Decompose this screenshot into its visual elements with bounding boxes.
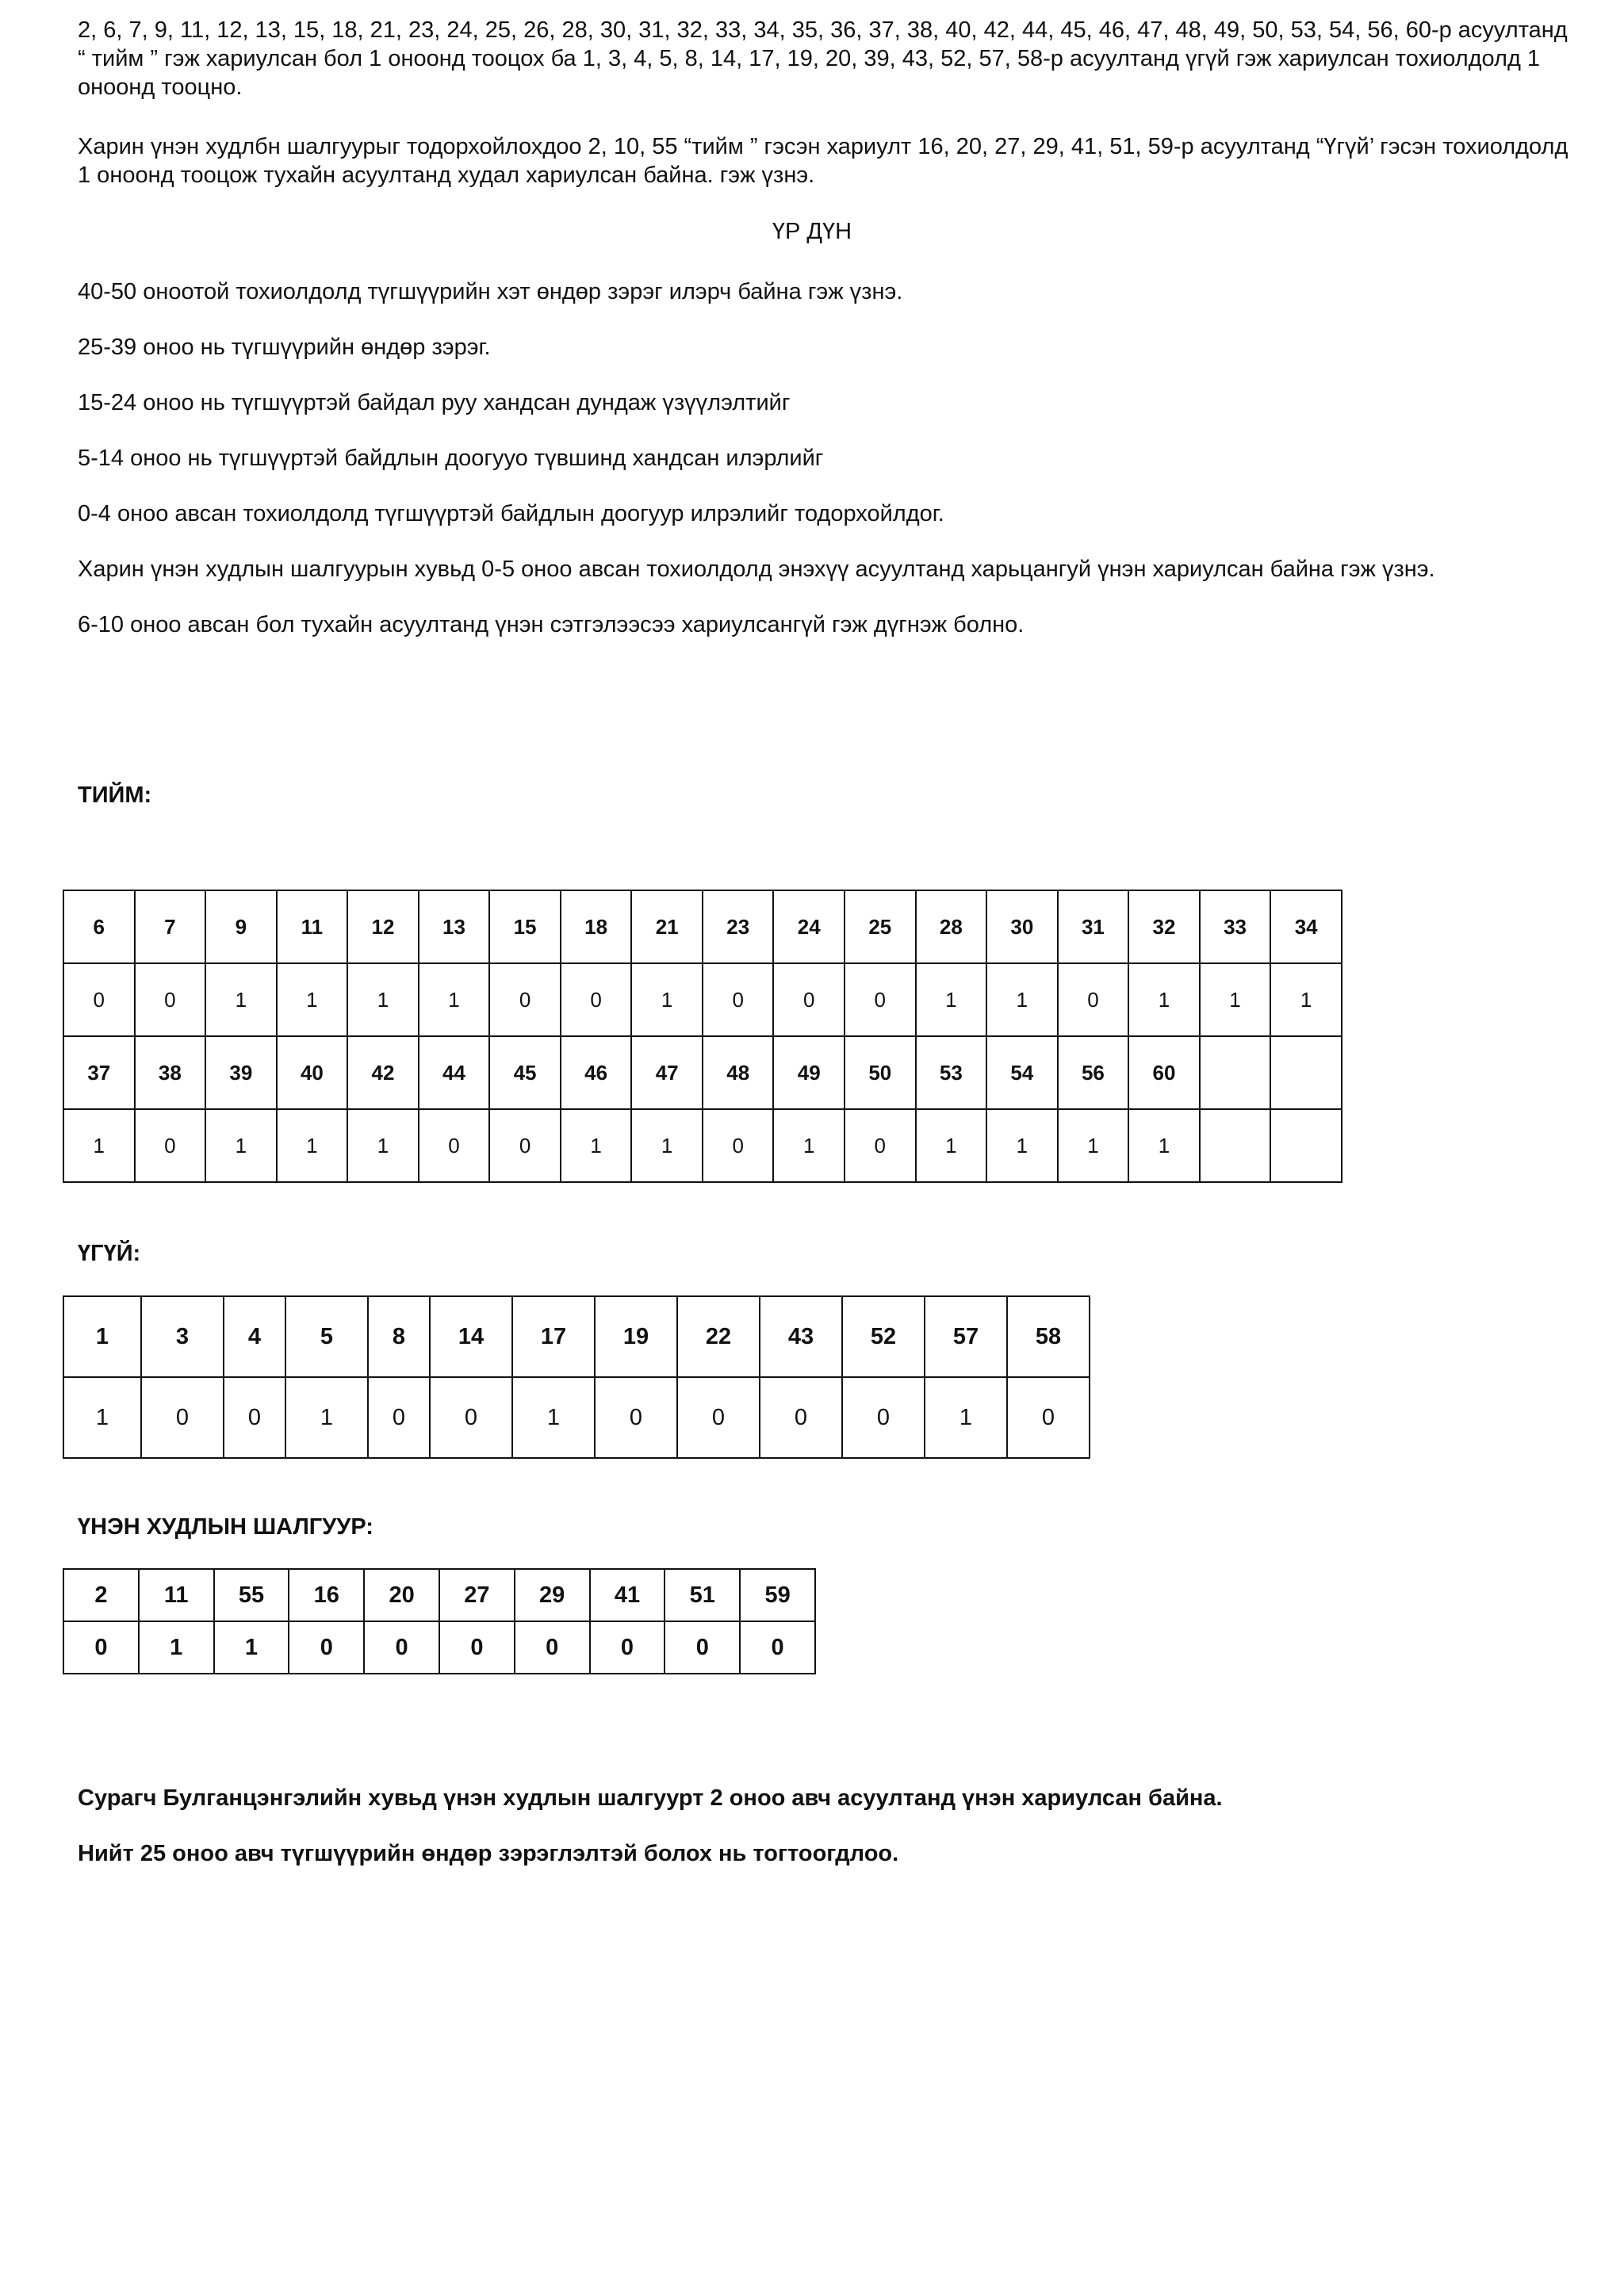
table-cell: 1 [205, 963, 277, 1036]
table-cell: 14 [430, 1296, 512, 1377]
table-row [63, 963, 1342, 1036]
table-cell: 11 [139, 1569, 214, 1621]
lie-scale-table [63, 1568, 816, 1674]
table-cell: 50 [845, 1036, 916, 1109]
table-cell: 39 [205, 1036, 277, 1109]
table-row [63, 890, 1342, 963]
table-cell: 45 [489, 1036, 561, 1109]
table-cell: 1 [925, 1377, 1007, 1458]
table-cell: 0 [1007, 1377, 1090, 1458]
table-cell: 16 [289, 1569, 364, 1621]
table-cell: 0 [135, 963, 206, 1036]
table-cell: 13 [419, 890, 490, 963]
table-cell: 1 [916, 963, 987, 1036]
table-cell: 1 [205, 1109, 277, 1182]
table-cell: 34 [1270, 890, 1342, 963]
table-cell: 0 [845, 1109, 916, 1182]
table-row [63, 1296, 1090, 1377]
table-cell: 43 [760, 1296, 842, 1377]
table-cell: 11 [277, 890, 348, 963]
table-cell: 0 [590, 1621, 665, 1674]
table-cell: 27 [439, 1569, 515, 1621]
yes-answers-table [63, 890, 1342, 1183]
result-heading: ҮР ДҮН [772, 219, 852, 244]
table-cell: 0 [419, 1109, 490, 1182]
table-cell: 0 [439, 1621, 515, 1674]
table-cell: 8 [368, 1296, 430, 1377]
table-cell [1200, 1036, 1271, 1109]
result-line: Харин үнэн худлын шалгуурын хувьд 0-5 оноо авсан тохиолдолд энэхүү асуултанд харьцангуй үнэн хариулсан байна гэж үзнэ. [78, 557, 1435, 582]
table-cell: 0 [842, 1377, 925, 1458]
table-cell: 1 [63, 1109, 135, 1182]
table-cell: 0 [364, 1621, 439, 1674]
table-row [63, 1569, 815, 1621]
table-cell [1270, 1109, 1342, 1182]
table-cell: 58 [1007, 1296, 1090, 1377]
table-cell: 7 [135, 890, 206, 963]
intro-paragraph-1: 2, 6, 7, 9, 11, 12, 13, 15, 18, 21, 23, 24, 25, 26, 28, 30, 31, 32, 33, 34, 35, 36, 37, 38, 40, 42, 44, 45, 46, 47, 48, 49, 50, 53, 54, 56, 60-р асуултанд “ тийм ” гэж хариулсан бол 1 оноонд тооцох ба 1, 3, 4, 5, 8, 14, 17, 19, 20, 39, 43, 52, 57, 58-р асуултанд үгүй гэж хариулсан тохиолдолд 1 оноонд тооцно. [78, 17, 1568, 100]
table-cell: 1 [631, 963, 703, 1036]
table-cell: 0 [368, 1377, 430, 1458]
table-cell: 0 [595, 1377, 677, 1458]
table-cell: 1 [347, 1109, 419, 1182]
table-cell: 59 [740, 1569, 815, 1621]
table-cell: 0 [773, 963, 845, 1036]
yes-table-title: ТИЙМ: [78, 783, 152, 808]
table-cell: 1 [1128, 1109, 1200, 1182]
table-cell: 22 [677, 1296, 760, 1377]
table-cell: 0 [845, 963, 916, 1036]
table-cell: 1 [139, 1621, 214, 1674]
table-cell: 0 [703, 1109, 774, 1182]
lie-scale-table-title: ҮНЭН ХУДЛЫН ШАЛГУУР: [78, 1514, 373, 1540]
table-cell: 1 [1270, 963, 1342, 1036]
table-cell: 0 [760, 1377, 842, 1458]
table-cell: 0 [224, 1377, 285, 1458]
table-cell: 29 [515, 1569, 590, 1621]
result-line: 40-50 оноотой тохиолдолд түгшүүрийн хэт өндөр зэрэг илэрч байна гэж үзнэ. [78, 279, 903, 304]
conclusion-line-1: Сурагч Булганцэнгэлийн хувьд үнэн худлын шалгуурт 2 оноо авч асуултанд үнэн хариулсан байна. [78, 1785, 1223, 1811]
table-cell [1270, 1036, 1342, 1109]
table-cell: 56 [1058, 1036, 1129, 1109]
table-row [63, 1109, 1342, 1182]
table-cell: 51 [665, 1569, 740, 1621]
table-cell: 1 [986, 1109, 1058, 1182]
table-cell: 0 [677, 1377, 760, 1458]
table-cell: 37 [63, 1036, 135, 1109]
table-cell: 31 [1058, 890, 1129, 963]
table-cell: 41 [590, 1569, 665, 1621]
table-cell: 0 [63, 1621, 139, 1674]
table-cell: 1 [631, 1109, 703, 1182]
table-row [63, 1621, 815, 1674]
conclusion-line-2: Нийт 25 оноо авч түгшүүрийн өндөр зэрэглэлтэй болох нь тогтоогдлоо. [78, 1841, 899, 1866]
table-cell: 5 [285, 1296, 368, 1377]
table-cell: 6 [63, 890, 135, 963]
table-cell: 46 [561, 1036, 632, 1109]
table-cell: 24 [773, 890, 845, 963]
result-line: 25-39 оноо нь түгшүүрийн өндөр зэрэг. [78, 335, 491, 360]
table-cell: 1 [214, 1621, 289, 1674]
table-cell: 1 [277, 1109, 348, 1182]
table-cell: 0 [289, 1621, 364, 1674]
table-cell: 4 [224, 1296, 285, 1377]
table-cell: 12 [347, 890, 419, 963]
table-cell: 19 [595, 1296, 677, 1377]
table-cell: 32 [1128, 890, 1200, 963]
table-cell: 1 [419, 963, 490, 1036]
table-cell: 0 [63, 963, 135, 1036]
table-cell: 53 [916, 1036, 987, 1109]
table-cell: 1 [285, 1377, 368, 1458]
table-cell: 57 [925, 1296, 1007, 1377]
table-row [63, 1036, 1342, 1109]
table-cell: 17 [512, 1296, 595, 1377]
table-cell: 42 [347, 1036, 419, 1109]
table-cell: 44 [419, 1036, 490, 1109]
table-cell: 60 [1128, 1036, 1200, 1109]
table-cell: 3 [141, 1296, 224, 1377]
table-cell: 38 [135, 1036, 206, 1109]
table-cell: 49 [773, 1036, 845, 1109]
table-cell: 52 [842, 1296, 925, 1377]
table-cell: 1 [1200, 963, 1271, 1036]
table-cell: 0 [141, 1377, 224, 1458]
table-cell: 0 [561, 963, 632, 1036]
table-cell: 40 [277, 1036, 348, 1109]
table-cell: 0 [665, 1621, 740, 1674]
table-cell: 1 [277, 963, 348, 1036]
table-cell: 18 [561, 890, 632, 963]
table-cell: 0 [740, 1621, 815, 1674]
table-cell: 1 [347, 963, 419, 1036]
result-line: 15-24 оноо нь түгшүүртэй байдал руу хандсан дундаж үзүүлэлтийг [78, 390, 791, 415]
table-cell: 0 [1058, 963, 1129, 1036]
table-cell: 0 [135, 1109, 206, 1182]
no-answers-table [63, 1295, 1090, 1459]
table-cell: 0 [430, 1377, 512, 1458]
table-cell: 48 [703, 1036, 774, 1109]
table-cell: 55 [214, 1569, 289, 1621]
table-cell: 23 [703, 890, 774, 963]
table-cell: 0 [703, 963, 774, 1036]
result-line: 0-4 оноо авсан тохиолдолд түгшүүртэй байдлын доогуур илрэлийг тодорхойлдог. [78, 501, 944, 526]
result-line: 6-10 оноо авсан бол тухайн асуултанд үнэн сэтгэлээсээ хариулсангүй гэж дүгнэж болно. [78, 612, 1025, 637]
table-cell [1200, 1109, 1271, 1182]
table-row [63, 1377, 1090, 1458]
table-cell: 1 [63, 1296, 141, 1377]
table-cell: 20 [364, 1569, 439, 1621]
table-cell: 25 [845, 890, 916, 963]
table-cell: 15 [489, 890, 561, 963]
table-cell: 1 [1058, 1109, 1129, 1182]
table-cell: 1 [986, 963, 1058, 1036]
table-cell: 0 [489, 1109, 561, 1182]
table-cell: 47 [631, 1036, 703, 1109]
table-cell: 54 [986, 1036, 1058, 1109]
table-cell: 1 [916, 1109, 987, 1182]
table-cell: 1 [63, 1377, 141, 1458]
table-cell: 1 [773, 1109, 845, 1182]
table-cell: 30 [986, 890, 1058, 963]
table-cell: 33 [1200, 890, 1271, 963]
table-cell: 9 [205, 890, 277, 963]
no-table-title: ҮГҮЙ: [78, 1241, 141, 1266]
table-cell: 1 [512, 1377, 595, 1458]
intro-paragraph-2: Харин үнэн худлбн шалгуурыг тодорхойлохдоо 2, 10, 55 “тийм ” гэсэн хариулт 16, 20, 27, 29, 41, 51, 59-р асуултанд “Үгүй’ гэсэн тохиолдолд 1 оноонд тооцож тухайн асуултанд худал хариулсан байна. гэж үзнэ. [78, 134, 1568, 188]
table-cell: 1 [1128, 963, 1200, 1036]
table-cell: 1 [561, 1109, 632, 1182]
table-cell: 0 [489, 963, 561, 1036]
result-line: 5-14 оноо нь түгшүүртэй байдлын доогууо түвшинд хандсан илэрлийг [78, 446, 824, 471]
table-cell: 2 [63, 1569, 139, 1621]
table-cell: 28 [916, 890, 987, 963]
table-cell: 0 [515, 1621, 590, 1674]
table-cell: 21 [631, 890, 703, 963]
